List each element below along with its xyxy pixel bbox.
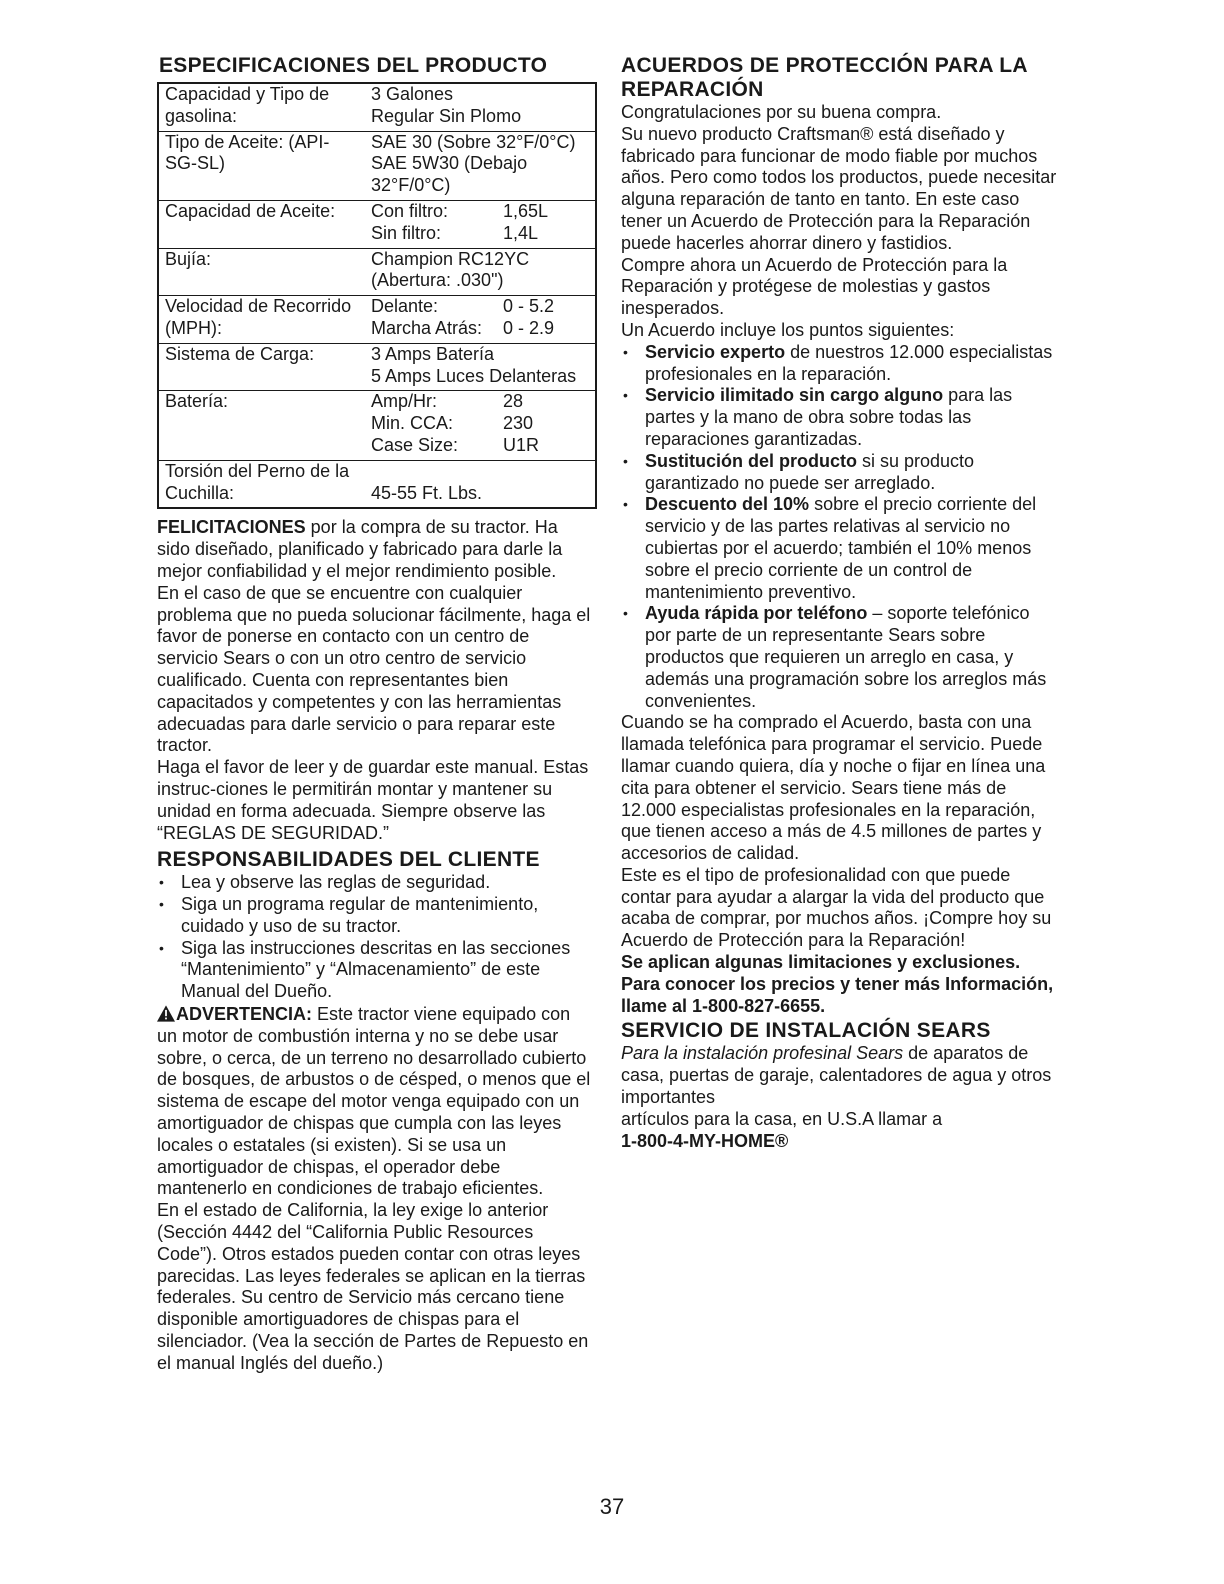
spec-label: Torsión del Perno de la Cuchilla: bbox=[165, 460, 350, 503]
spec-value-line: SAE 5W30 (Debajo bbox=[371, 153, 528, 174]
benefit-text: – soporte telefónico por parte de un representante Sears sobre productos que requieren un arreglo en casa, y además una programación sobre los arreglos más convenientes. bbox=[645, 603, 1047, 711]
manual-paragraph: Haga el favor de leer y de guardar este manual. Estas instruc-ciones le permitirán montar y mantener su unidad en forma adecuada. Siempre observe las “REGLAS DE SEGURIDAD.” bbox=[157, 757, 589, 843]
spec-label: Velocidad de Recorrido (MPH): bbox=[165, 296, 352, 338]
spec-value-line: 3 Amps Batería bbox=[371, 343, 495, 364]
spec-pair-key: Min. CCA: bbox=[371, 413, 454, 434]
spec-value bbox=[365, 296, 596, 344]
spec-value-pair bbox=[371, 413, 591, 435]
benefit-bold: Servicio ilimitado sin cargo alguno bbox=[645, 385, 944, 406]
spec-value bbox=[365, 460, 596, 508]
spec-value-pair bbox=[371, 201, 591, 223]
spec-row bbox=[158, 131, 596, 200]
professionalism-paragraph: Este es el tipo de profesionalidad con que puede contar para ayudar a alargar la vida del producto que acaba de comprar, por muchos años. ¡Compre hoy su Acuerdo de Protección para la Reparación! bbox=[621, 864, 1052, 951]
spec-pair-key: Sin filtro: bbox=[371, 222, 442, 243]
spec-pair-key: Case Size: bbox=[371, 434, 459, 455]
limitations-paragraph: Se aplican algunas limitaciones y exclusiones. Para conocer los precios y tener más Información, llame al 1-800-827-6655. bbox=[621, 952, 1054, 1016]
spec-row bbox=[158, 460, 596, 508]
benefit-bold: Servicio experto bbox=[645, 341, 786, 362]
spec-value-line: Champion RC12YC bbox=[371, 248, 530, 269]
left-column bbox=[157, 54, 595, 1375]
spec-row bbox=[158, 248, 596, 296]
includes-paragraph: Un Acuerdo incluye los puntos siguientes: bbox=[621, 319, 955, 340]
spec-value bbox=[365, 200, 596, 248]
spec-value-pair bbox=[371, 391, 591, 413]
spec-value-pair bbox=[371, 223, 591, 245]
spec-pair-key: Con filtro: bbox=[371, 200, 449, 221]
warning-paragraph bbox=[157, 1004, 595, 1200]
spec-pair-value: 230 bbox=[503, 413, 534, 434]
benefit-bold: Descuento del 10% bbox=[645, 494, 810, 515]
protection-agreements-title: ACUERDOS DE PROTECCIÓN PARA LA REPARACIÓN bbox=[621, 54, 1028, 101]
benefits-list bbox=[621, 342, 1059, 713]
specs-table bbox=[157, 82, 597, 509]
list-item: • Lea y observe las reglas de seguridad. bbox=[157, 872, 595, 894]
list-item: • Siga las instrucciones descritas en las secciones “Mantenimiento” y “Almacenamiento” de este Manual del Dueño. bbox=[157, 938, 595, 1003]
felicitaciones-text: por la compra de su tractor. Ha sido diseñado, planificado y fabricado para darle la mejor confiabilidad y el mejor rendimiento posible. bbox=[157, 517, 563, 581]
spec-row bbox=[158, 391, 596, 460]
spec-row bbox=[158, 343, 596, 391]
spec-pair-key: Amp/Hr: bbox=[371, 391, 438, 412]
spec-value-line: 3 Galones bbox=[371, 84, 454, 104]
benefit-text: para las partes y la mano de obra sobre todas las reparaciones garantizadas. bbox=[645, 385, 1013, 449]
list-item: • Siga un programa regular de mantenimiento, cuidado y uso de su tractor. bbox=[157, 894, 595, 938]
craftsman-paragraph: Su nuevo producto Craftsman® está diseñado y fabricado para funcionar de modo fiable por muchos años. Pero como todos los productos, puede necesitar alguna reparación de tanto en tanto. En este caso tener un Acuerdo de Protección para la Reparación puede hacerles ahorrar dinero y fastidios. bbox=[621, 123, 1057, 253]
spec-label: Tipo de Aceite: (API-SG-SL) bbox=[165, 131, 330, 174]
benefit-text: de nuestros 12.000 especialistas profesionales en la reparación. bbox=[645, 341, 1053, 384]
list-item bbox=[621, 451, 1059, 495]
spec-value bbox=[365, 248, 596, 296]
right-column bbox=[621, 54, 1059, 1152]
spec-label: Capacidad de Aceite: bbox=[165, 200, 336, 221]
responsibilities-list bbox=[157, 872, 595, 1003]
spec-value bbox=[365, 131, 596, 200]
spec-value-line: 5 Amps Luces Delanteras bbox=[371, 365, 577, 386]
list-item bbox=[621, 603, 1059, 712]
warning-text: Este tractor viene equipado con un motor de combustión interna y no se debe usar sobre, o cerca, de un terreno no desarrollado cubierto de bosques, de arbustos o de césped, o menos que el sistema de escape del motor venga equipado con un amortiguador de chispas que cumpla con las leyes locales o estatales (si existen). Si se usa un amortiguador de chispas, el operador debe mantenerlo en condiciones de trabajo eficientes. bbox=[157, 1004, 591, 1199]
installation-phone: 1-800-4-MY-HOME® bbox=[621, 1130, 789, 1151]
spec-pair-value: 0 - 2.9 bbox=[503, 317, 555, 338]
benefit-text: sobre el precio corriente del servicio y de las partes relativas al servicio no cubiertas por el acuerdo; también el 10% menos sobre el precio corriente de un control de mantenimiento preventivo. bbox=[645, 494, 1037, 602]
spec-pair-value: U1R bbox=[503, 434, 540, 455]
spec-label: Bujía: bbox=[165, 248, 212, 269]
spec-value-line: Regular Sin Plomo bbox=[371, 105, 522, 126]
spec-value-pair bbox=[371, 435, 591, 457]
spec-value-line: 32°F/0°C) bbox=[371, 175, 451, 196]
spec-pair-value: 1,65L bbox=[503, 200, 549, 221]
spec-row bbox=[158, 83, 596, 131]
spec-value-line: 45-55 Ft. Lbs. bbox=[371, 482, 483, 503]
spec-value bbox=[365, 83, 596, 131]
spec-pair-value: 0 - 5.2 bbox=[503, 296, 555, 317]
list-item bbox=[621, 342, 1059, 386]
spec-row bbox=[158, 296, 596, 344]
spec-pair-key: Marcha Atrás: bbox=[371, 317, 483, 338]
spec-value-pair bbox=[371, 296, 591, 318]
spec-label: Sistema de Carga: bbox=[165, 343, 315, 364]
list-item bbox=[621, 494, 1059, 603]
list-item bbox=[621, 385, 1059, 450]
specs-title: ESPECIFICACIONES DEL PRODUCTO bbox=[159, 54, 548, 77]
installation-service-title: SERVICIO DE INSTALACIÓN SEARS bbox=[621, 1019, 991, 1043]
installation-paragraph bbox=[621, 1043, 1059, 1108]
spec-value-pair bbox=[371, 318, 591, 340]
responsibilities-title: RESPONSABILIDADES DEL CLIENTE bbox=[157, 848, 540, 872]
spec-row bbox=[158, 200, 596, 248]
felicitaciones-paragraph bbox=[157, 517, 595, 582]
spec-value bbox=[365, 343, 596, 391]
spec-value-line: (Abertura: .030") bbox=[371, 270, 504, 291]
purchase-paragraph: Cuando se ha comprado el Acuerdo, basta con una llamada telefónica para programar el servicio. Puede llamar cuando quiera, día y noche o fijar en línea una cita para obtener el servicio. Sears tiene más de 12.000 especialistas profesionales en la reparación, que tienen acceso a más de 4.5 millones de partes y accesorios de calidad. bbox=[621, 712, 1046, 864]
warning-triangle-icon bbox=[157, 1005, 175, 1022]
felicitaciones-lead: FELICITACIONES bbox=[157, 517, 306, 538]
spec-pair-value: 1,4L bbox=[503, 222, 539, 243]
problem-paragraph: En el caso de que se encuentre con cualquier problema que no pueda solucionar fácilmente, haga el favor de ponerse en contacto con un centro de servicio Sears o con un otro centro de servicio cualificado. Cuenta con representantes bien capacitados y competentes y con las herramientas adecuadas para darle servicio o para reparar este tractor. bbox=[157, 582, 591, 756]
installation-text: de aparatos de casa, puertas de garaje, calentadores de agua y otros importantes bbox=[621, 1043, 1052, 1108]
installation-call-paragraph: artículos para la casa, en U.S.A llamar a bbox=[621, 1108, 943, 1129]
spec-value-line: SAE 30 (Sobre 32°F/0°C) bbox=[371, 131, 576, 152]
benefit-text: si su producto garantizado no puede ser arreglado. bbox=[645, 450, 975, 493]
california-paragraph: En el estado de California, la ley exige lo anterior (Sección 4442 del “California Public Resources Code”). Otros estados pueden contar con otras leyes parecidas. Las leyes federales se aplican en la tierras federales. Su centro de Servicio más cercano tiene disponible amortiguadores de chispas para el silenciador. (Vea la sección de Partes de Repuesto en el manual Inglés del dueño.) bbox=[157, 1200, 589, 1373]
spec-label: Capacidad y Tipo de gasolina: bbox=[165, 84, 330, 126]
warning-lead: ADVERTENCIA: bbox=[176, 1004, 313, 1025]
installation-italic: Para la instalación profesinal Sears bbox=[621, 1043, 904, 1064]
benefit-bold: Sustitución del producto bbox=[645, 450, 857, 471]
spec-value bbox=[365, 391, 596, 460]
spec-pair-key: Delante: bbox=[371, 296, 439, 317]
spec-label: Batería: bbox=[165, 391, 229, 412]
page-number: 37 bbox=[599, 1494, 625, 1519]
buy-now-paragraph: Compre ahora un Acuerdo de Protección para la Reparación y protégese de molestias y gastos inesperados. bbox=[621, 254, 1008, 319]
benefit-bold: Ayuda rápida por teléfono bbox=[645, 603, 868, 624]
spec-pair-value: 28 bbox=[503, 391, 524, 412]
spec-value-line bbox=[371, 461, 591, 483]
congrats-paragraph: Congratulaciones por su buena compra. bbox=[621, 102, 942, 122]
